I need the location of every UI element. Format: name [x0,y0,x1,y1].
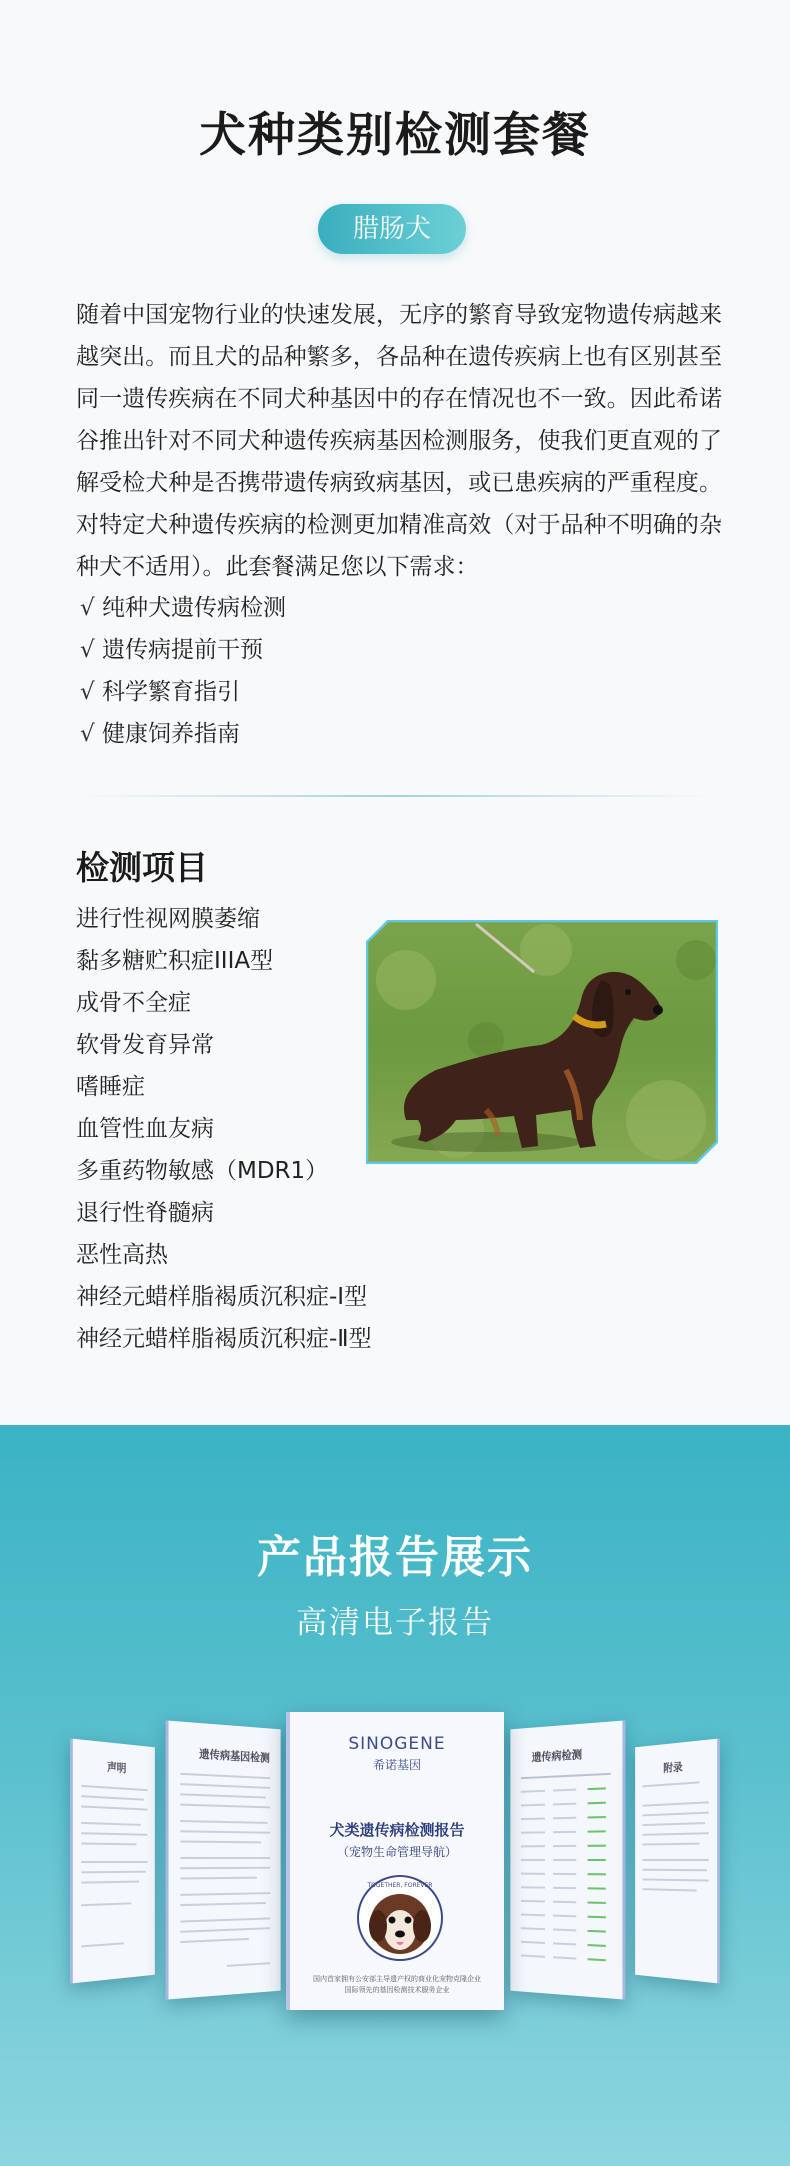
tests-section-title: 检测项目 [76,848,208,887]
badge-text: TOGETHER, FOREVER [367,1882,433,1889]
test-item: 神经元蜡样脂褐质沉积症-Ⅰ型 [76,1284,368,1310]
report-page-appendix [635,1738,720,1983]
check-icon: √ [80,721,95,747]
test-item: 进行性视网膜萎缩 [76,906,260,932]
test-item: 血管性血友病 [76,1116,214,1142]
test-item: 成骨不全症 [76,990,191,1016]
cover-title: 犬类遗传病检测报告 [329,1821,465,1839]
list-item: √ 健康饲养指南 [80,713,580,755]
section-divider [80,795,710,797]
report-showcase [0,1425,790,2166]
report-page-right [510,1720,625,1999]
sheet-heading: 声明 [107,1760,127,1775]
test-item: 退行性脊髓病 [76,1200,214,1226]
dachshund-photo [366,920,718,1164]
list-item: √ 遗传病提前干预 [80,629,580,671]
test-item: 软骨发育异常 [76,1032,214,1058]
page-title: 犬种类别检测套餐 [199,108,591,163]
sheet-title: 遗传病检测 [531,1747,583,1764]
cover-footer-line1: 国内首家拥有公安部主导遗产权的商业化宠物克隆企业 [313,1975,481,1983]
intro-paragraph: 随着中国宠物行业的快速发展，无序的繁育导致宠物遗传病越来越突出。而且犬的品种繁多，各品种在遗传疾病上也有区别甚至同一遗传疾病在不同犬种基因中的存在情况也不一致。因此希诺谷推出针对不同犬种遗传疾病基因检测服务，使我们更直观的了解受检犬种是否携带遗传病致病基因，或已患疾病的严重程度。对特定犬种遗传疾病的检测更加精准高效（对于品种不明确的杂种犬不适用）。此套餐满足您以下需求： [76,302,722,580]
check-icon: √ [80,595,95,621]
check-icon: √ [80,679,95,705]
brand-name-cn: 希诺基因 [372,1758,421,1772]
report-subtitle: 高清电子报告 [296,1605,494,1641]
puppy-badge-icon [356,1874,444,1962]
report-cover [286,1712,504,2010]
list-item: √ 纯种犬遗传病检测 [80,587,580,629]
check-icon: √ [80,637,95,663]
brand-logo: SINOGENE [348,1734,446,1754]
test-item: 多重药物敏感（MDR1） [76,1158,329,1184]
report-page-statement [70,1738,155,1983]
report-title: 产品报告展示 [257,1532,533,1583]
cover-footer-line2: 国际领先的基因检测技术服务企业 [344,1986,450,1994]
test-item: 黏多糖贮积症IIIA型 [76,948,274,974]
needs-list [80,587,580,755]
test-item: 嗜睡症 [76,1074,145,1100]
test-item: 恶性高热 [76,1242,168,1268]
sheet-title: 遗传病基因检测 [199,1747,270,1765]
report-page-left [166,1720,281,1999]
test-item: 神经元蜡样脂褐质沉积症-Ⅱ型 [76,1326,372,1352]
sheet-heading: 附录 [663,1760,683,1775]
cover-subtitle: （宠物生命管理导航） [336,1845,457,1859]
list-item: √ 科学繁育指引 [80,671,580,713]
breed-badge: 腊肠犬 [318,204,466,254]
